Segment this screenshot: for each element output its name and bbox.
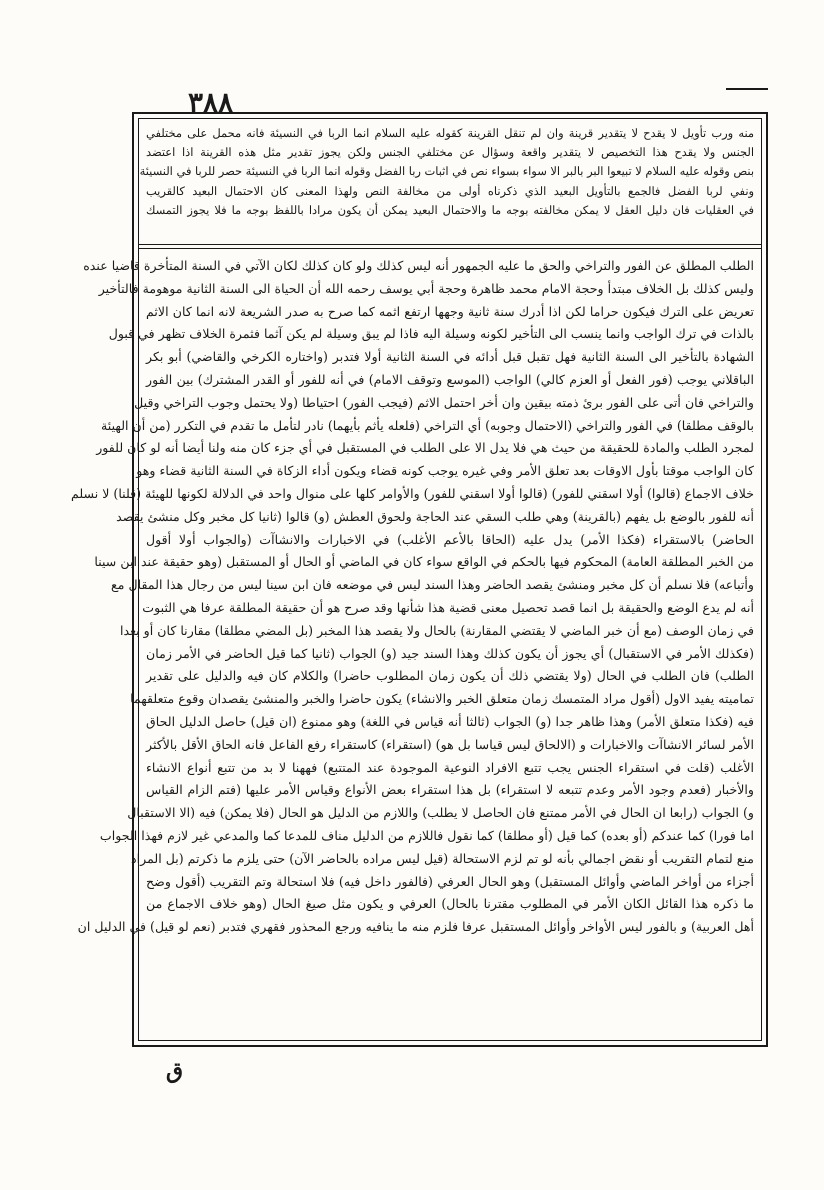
text-line: الباقلاني يوجب (فور الفعل أو العزم كالي) الواجب (الموسع وتوقف الامام) في أنه للفور أو القدر المشترك) بين الفور <box>146 371 754 387</box>
text-line: أجزاء من أواخر الماضي وأوائل المستقبل) وهو الحال العرفي (فالفور داخل فيه) فلا استحالة وتم التقريب (أقول وضح <box>146 873 754 889</box>
header-rule <box>726 88 768 90</box>
margin-line: في العقليات فان دليل العقل لا يمكن مخالفته بوجه ما والاحتمال البعيد يمكن أن يكون مرادا باللفظ بوجه ما فلا يجوز التمسك <box>146 202 754 217</box>
text-line: تماميته يفيد الاول (أقول مراد المتمسك زمان متعلق الخبر والانشاء) يكون حاضرا والخبر والمنشئ يقصدان وقوع متعلقهما <box>130 691 754 707</box>
text-line: أنه للفور بالوضع بل يفهم (بالقرينة) وهي طلب السقي عند الحاجة ولحوق العطش (و) قالوا (ثانيا كل مخبر وكل منشئ يقصد <box>116 508 754 524</box>
margin-line: الجنس ولا يقدح هذا التخصيص لا يتقدير واقعة وسؤال عن مختلفي الجنس ولكن يجوز تقدير مثل هذه القرينة اذا اعتضد <box>146 145 754 160</box>
text-line: منع لتمام التقريب أو نقض اجمالي بأنه لو تم لزم الاستحالة (قيل ليس مراده بالحاضر الآن) حتى يلزم ما ذكرتم (بل المراد <box>131 850 754 866</box>
margin-commentary <box>139 124 754 240</box>
main-commentary <box>70 255 754 1037</box>
text-line: فيه (فكذا متعلق الأمر) وهذا ظاهر جدا (و) الجواب (ثالثا أنه قياس في اللغة) وهو ممنوع (ان قيل) حاصل الدليل الحاق <box>146 713 754 729</box>
text-line: بالذات في ترك الواجب وانما ينسب الى التأخير لكونه وسيلة اليه فاذا لم يبق وسيلة لم يكن آثما فثمرة الخلاف تظهر في قبول <box>108 326 754 342</box>
text-line: في زمان الوصف (مع أن خبر الماضي لا يقتضي المقارنة) بالحال ولا يقصد هذا المخبر (بل المضي مطلقا) مقارنا كان أو بعدا <box>119 622 754 638</box>
text-line: الحاضر) بالاستقراء (فكذا الأمر) يدل عليه (الحاقا بالأعم الأغلب) في الاخبارات والانشاآت (والجواب أولا أقول <box>146 531 754 547</box>
text-line: والأخبار (فعدم وجود الأمر وعدم تتبعه لا استقراء) بل هذا استقراء بعض الأنواع وقياس الأمر عليها (فتم الزام القياس <box>146 782 754 798</box>
text-line: والتراخي فان أتى على الفور برئ ذمته بيقين وان أخر احتمل الاثم (فيجب الفور) احتياطا (ولا يحتمل وجوب التراخي وقيل <box>134 394 754 410</box>
text-line: الأمر لسائر الانشاآت والاخبارات و (الالحاق ليس قياسا بل هو) (استقراء) كاستقراء رفع الفاعل فانه الحاق الأقل بالأكثر <box>146 736 754 752</box>
catchword: ق <box>166 1058 184 1084</box>
text-line: لمجرد الطلب والمادة للحقيقة من حيث هي فلا يدل الا على الطلب في المستقبل في أي جزء كان منه ولنا أيضا أنه لو كان للفور <box>96 440 754 456</box>
text-line: و) الجواب (رابعا ان الحال في الأمر ممتنع فان الحاصل لا يطلب) واللازم من الدليل هو الحال (فلا يمكن) فيه (الا الاستقبال <box>127 805 754 821</box>
page-number: ٣٨٨ <box>188 86 234 119</box>
margin-line: بنص وقوله عليه السلام لا تبيعوا البر بالبر الا سواء بسواء نص في اثبات ربا الفضل وقوله انما الربا في النسيئة حصر للربا في النسيئة <box>139 164 754 179</box>
text-line: بالوقف مطلقا) في الفور والتراخي (الاحتمال وجوبه) أي التراخي (فلعله يأثم بأيهما) نادر لتأمل ما تقدم في التكرر (من أن الهيئة <box>101 417 754 433</box>
text-line: الطلب) فان الطلب في الحال (ولا يقتضي ذلك أن يكون زمان المطلوب حاضرا) والكلام كان فيه والدليل على تقدير <box>146 668 754 684</box>
text-line: أهل العربية) و بالفور ليس الأواخر وأوائل المستقبل عرفا فلزم منه ما ينافيه ورجع المحذور فقهري فتدبر (نعم لو قيل) في الدليل ان <box>77 919 754 935</box>
text-line: من الخبر المطلقة العامة) المحكوم فيها بالحكم في الواقع سواء كان في الماضي أو الحال أو المستقبل (وهو حقيقة عند ابن سينا <box>94 554 754 570</box>
text-line: وليس كذلك بل الخلاف مبتدأ وحجة الامام محمد ظاهرة وحجة أبي يوسف رحمه الله أن الحياة الى السنة الثانية موهومة فالتأخير <box>98 280 754 296</box>
text-line: الشهادة بالتأخير الى السنة الثانية فهل تقبل قبل أدائه في السنة الثانية أولا فتدبر (واختاره الكرخي والقاضي) أبو بكر <box>146 349 754 365</box>
text-line: خلاف الاجماع (قالوا) أولا اسقني للفور) (قالوا أولا اسقني للفور) والأوامر كلها على منوال واحد في الدلالة لكونها للهيئة (قلنا) لا نسلم <box>70 485 754 501</box>
text-line: (فكذلك الأمر في الاستقبال) أي يجوز أن يكون كذلك وهذا السند جيد (و) الجواب (ثانيا كما قيل الحاضر في الأمر زمان <box>146 645 754 661</box>
text-line: أنه لم يدع الوضع والحقيقة بل انما قصد تحصيل معنى قضية هذا شأنها وقد صرح هو أن حقيقة المطلقة عرفا هي الثبوت <box>142 599 754 615</box>
margin-line: منه ورب تأويل لا يقدح لا يتقدير قرينة وان لم تنقل القرينة كقوله عليه السلام انما الربا في النسيئة فانه محمل على مختلفي <box>146 126 754 140</box>
text-line: ما ذكره هذا القائل الكان الأمر في المطلوب مقترنا بالحال) العرفي و يكون مثل صيغ الحال (وهو خلاف الاجماع من <box>146 896 754 912</box>
text-line: كان الواجب موقتا بأول الاوقات بعد تعلق الأمر وفي غيره يوجب كونه قضاء ويكون أداء الزكاة في السنة الثانية قضاء وهو <box>136 463 754 479</box>
text-line: تعريض على الترك فيكون حراما لكن اذا أدرك سنة ثانية وجهها ارتفع اثمه كما صرح به صدر الشريعة لانه انما كان الاثم <box>146 303 754 319</box>
section-divider <box>138 244 762 249</box>
text-line: اما فورا) كما عندكم (أو بعده) كما قيل (أو مطلقا) كما نقول فاللازم من الدليل مناف للمدعا كما والمدعي غير لازم فهذا الجواب <box>99 827 754 843</box>
text-line: الطلب المطلق عن الفور والتراخي والحق ما عليه الجمهور أنه ليس كذلك ولو كان كذلك لكان الآتي في السنة المتأخرة قاضيا عنده <box>83 258 754 273</box>
text-line: وأتباعه) فلا نسلم أن كل مخبر ومنشئ يقصد الحاضر وهذا السند ليس في موضعه فان ابن سينا ليس من رجال هذا المقال مع <box>111 577 754 593</box>
margin-line: ونفي لربا الفضل فالجمع بالتأويل البعيد الذي ذكرناه أولى من مخالفة النص ولهذا المعنى كان الاحتمال البعيد كالقريب <box>146 183 754 198</box>
text-line: الأغلب (قلت في استقراء الجنس يجب تتبع الافراد النوعية الموجودة عند المتتبع) فههنا لا بد من تتبع أنواع الانشاء <box>146 759 754 775</box>
